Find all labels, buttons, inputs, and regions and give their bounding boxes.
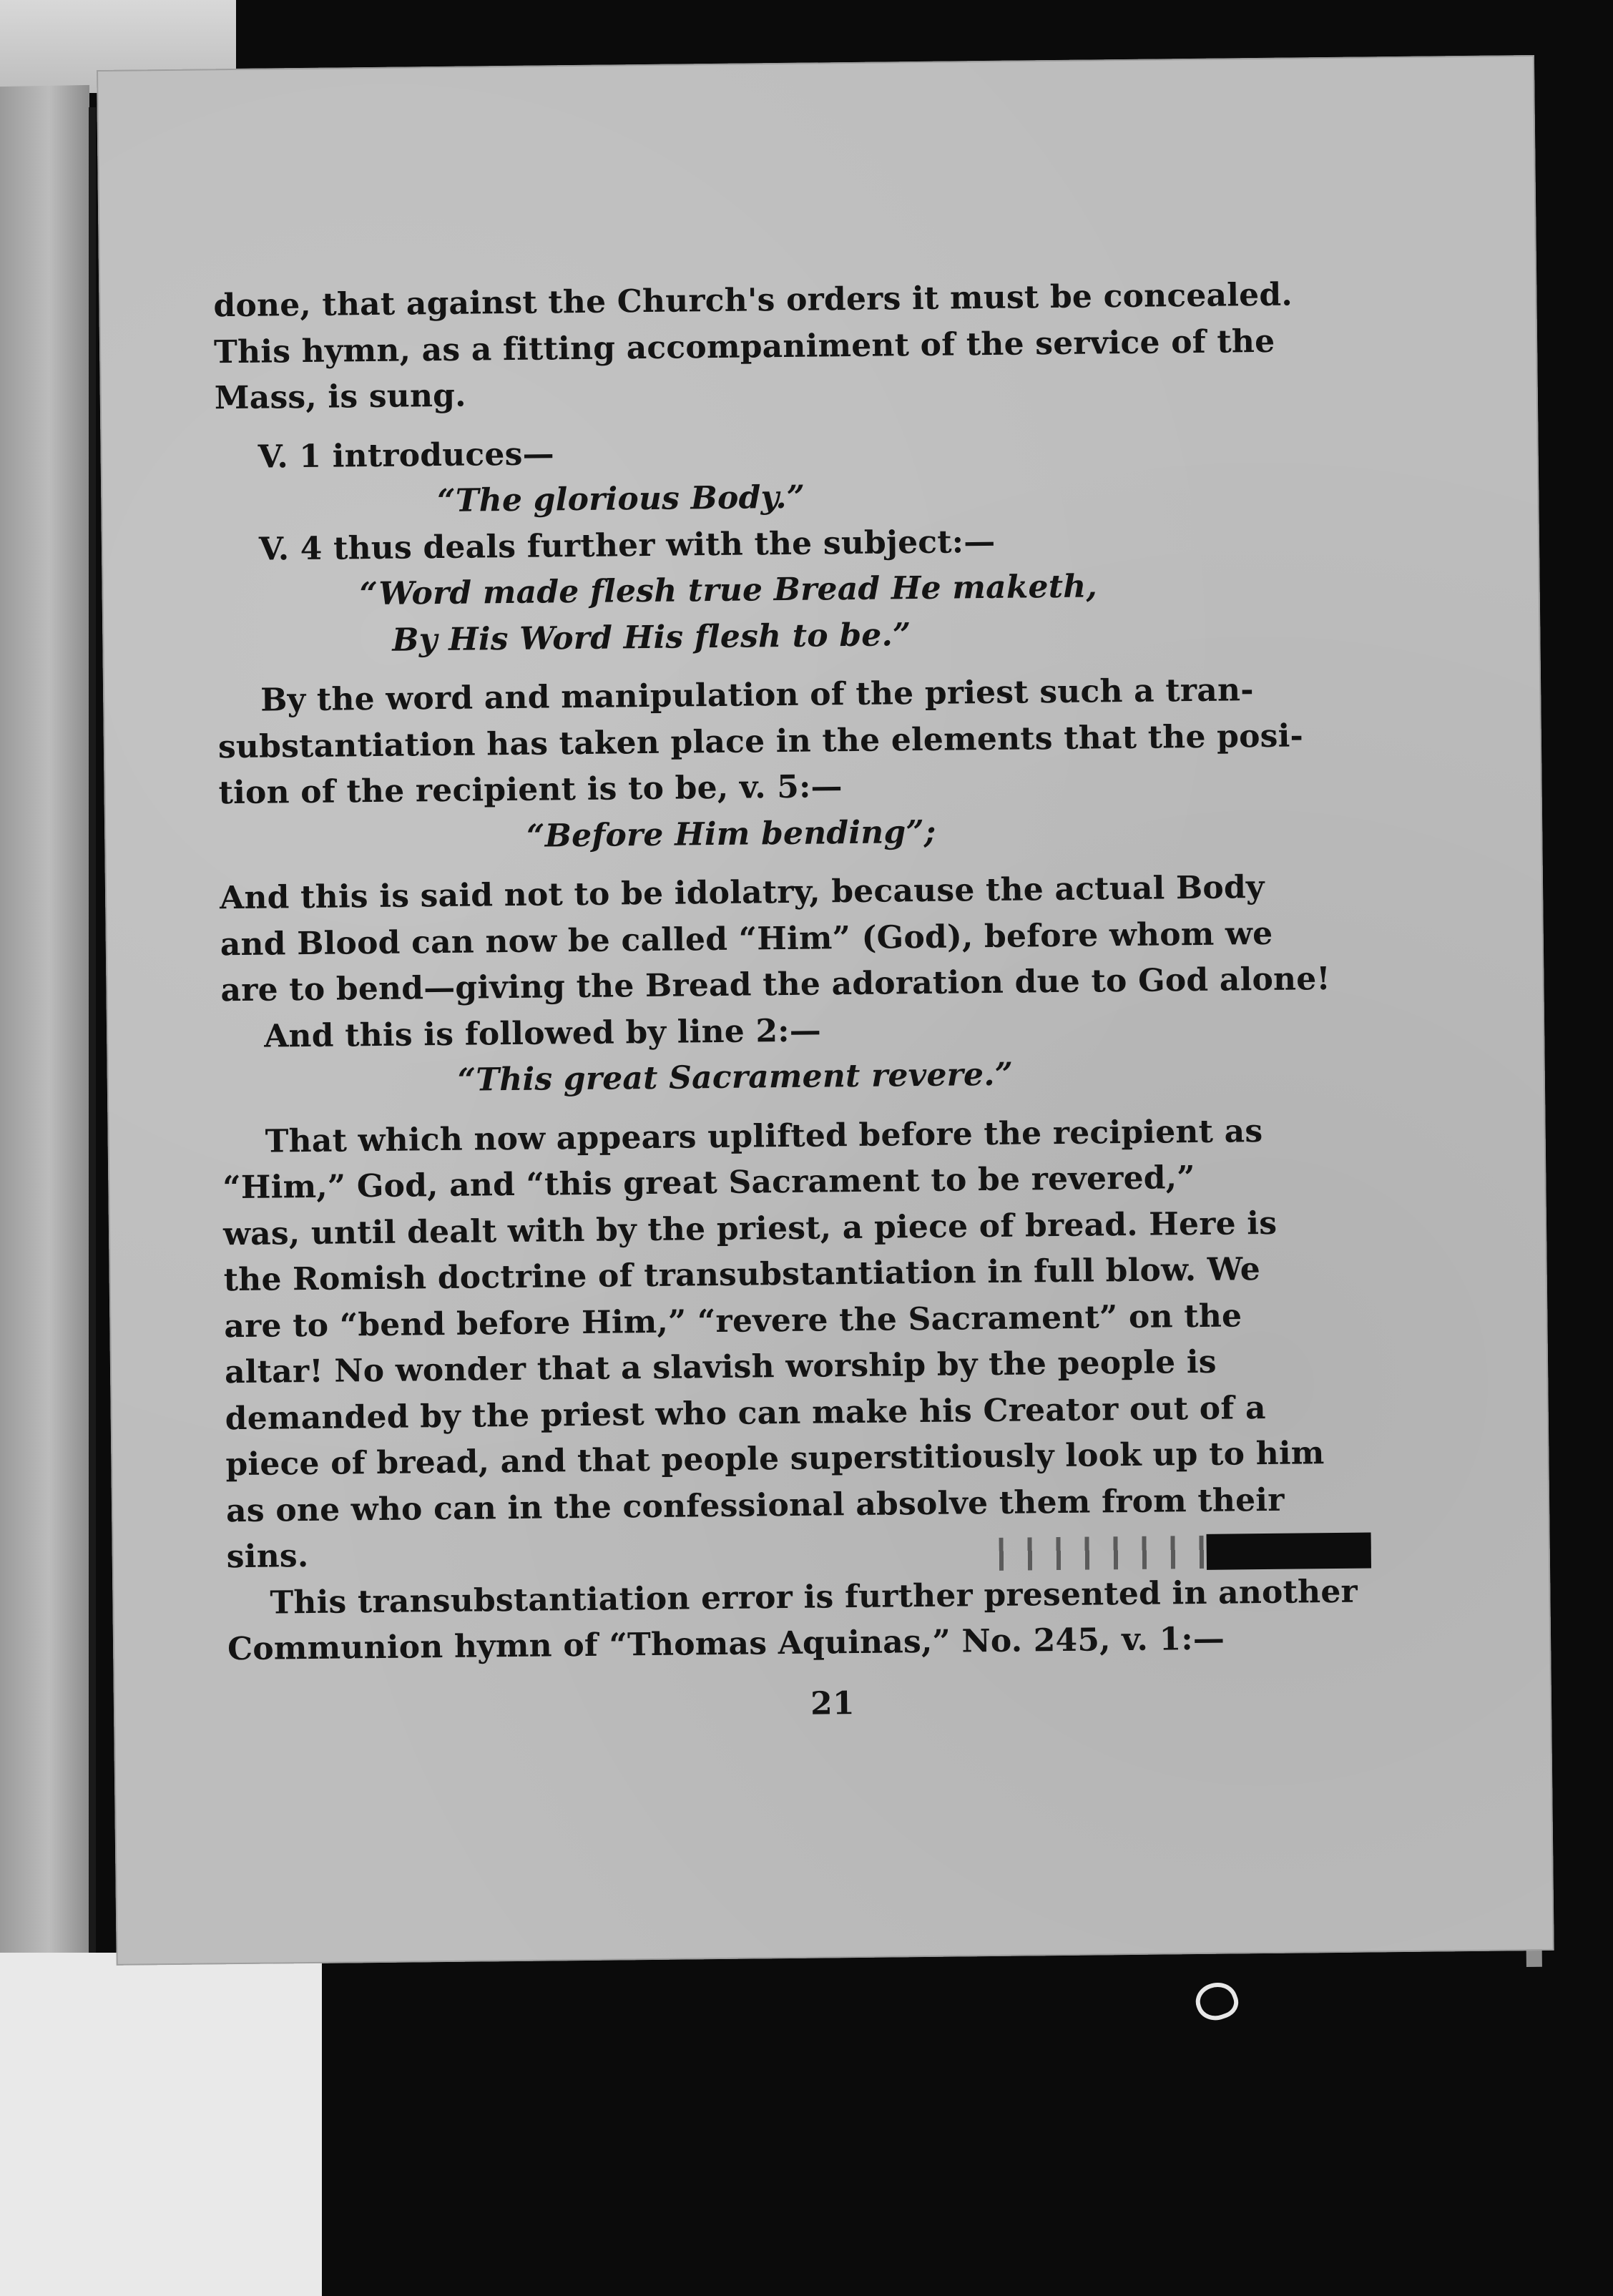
text-line: are to bend—giving the Bread the adoration due to God alone! xyxy=(220,961,1331,1009)
book-page xyxy=(97,55,1554,1966)
text-line: And this is followed by line 2:— xyxy=(263,1011,822,1055)
page-text xyxy=(213,272,1373,1734)
text-line: This transubstantiation error is further presented in another xyxy=(270,1573,1358,1622)
quote-line: “Before Him bending”; xyxy=(526,813,936,855)
text-line: substantiation has taken place in the elements that the posi- xyxy=(217,717,1304,765)
text-line: demanded by the priest who can make his Creator out of a xyxy=(225,1389,1266,1437)
ink-blot xyxy=(1207,1532,1372,1569)
text-line: That which now appears uplifted before the recipient as xyxy=(265,1112,1263,1160)
quote-line: “Word made flesh true Bread He maketh, xyxy=(359,568,1098,613)
text-line: And this is said not to be idolatry, because the actual Body xyxy=(219,868,1265,917)
text-line: and Blood can now be called “Him” (God), before whom we xyxy=(220,915,1273,963)
book-spine xyxy=(89,107,96,1967)
text-line: the Romish doctrine of transubstantiation in full blow. We xyxy=(223,1251,1261,1299)
text-line: are to “bend before Him,” “revere the Sacrament” on the xyxy=(224,1297,1242,1345)
text-line: was, until dealt with by the priest, a piece of bread. Here is xyxy=(222,1205,1278,1252)
text-line: By the word and manipulation of the priest such a tran- xyxy=(260,672,1254,719)
quote-line: By His Word His flesh to be.” xyxy=(392,616,911,659)
text-line: Mass, is sung. xyxy=(214,377,466,417)
text-line: sins. xyxy=(226,1538,309,1576)
text-line: “Him,” God, and “this great Sacrament to be revered,” xyxy=(222,1159,1196,1207)
scan-mark xyxy=(1191,1977,1242,2026)
text-line: piece of bread, and that people superstitiously look up to him xyxy=(225,1435,1325,1483)
background-paper xyxy=(0,1953,322,2296)
verse-ref: V. 1 introduces— xyxy=(258,435,555,476)
verse-ref: V. 4 thus deals further with the subject:— xyxy=(258,523,996,568)
quote-line: “This great Sacrament revere.” xyxy=(457,1056,1014,1099)
text-line: Communion hymn of “Thomas Aquinas,” No. 245, v. 1:— xyxy=(227,1620,1225,1668)
text-line: altar! No wonder that a slavish worship by the people is xyxy=(224,1343,1217,1391)
quote-line: “The glorious Body.” xyxy=(437,479,805,520)
text-line: done, that against the Church's orders it must be concealed. xyxy=(213,276,1293,325)
text-line: tion of the recipient is to be, v. 5:— xyxy=(218,768,843,812)
text-line: as one who can in the confessional absolve them from their xyxy=(225,1481,1285,1529)
text-line: This hymn, as a fitting accompaniment of the service of the xyxy=(213,323,1275,371)
page-number: 21 xyxy=(810,1684,855,1722)
facing-page-edge xyxy=(0,85,89,1975)
